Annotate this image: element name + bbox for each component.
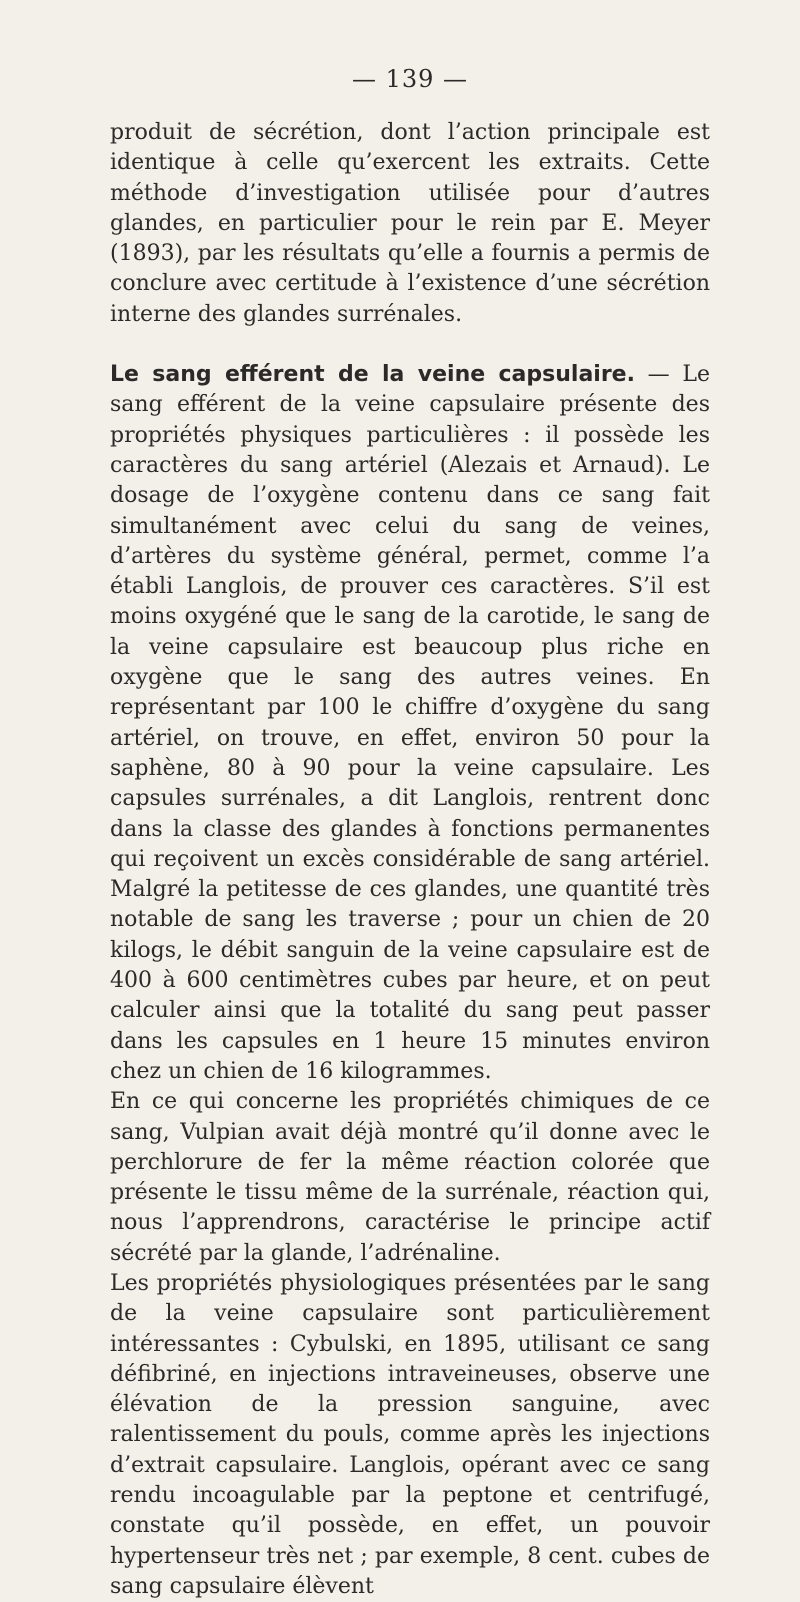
- page-number: — 139 —: [351, 65, 469, 93]
- section-heading: Le sang efférent de la veine capsulaire.: [110, 362, 635, 388]
- paragraph-1: produit de sécrétion, dont l’action principale est identique à celle qu’exercent les extraits. Cette méthode d’investigation utilisée pour d’autres glandes, en particulier pour le rein par E. Meyer (1893), par les résultats qu’elle a fournis a permis de conclure avec certitude à l’existence d’une sécrétion interne des glandes surrénales.: [110, 120, 710, 327]
- paragraph-4: Les propriétés physiologiques présentées par le sang de la veine capsulaire sont particulièrement intéressantes : Cybulski, en 1895, utilisant ce sang défibriné, en injections intraveineuses, observe une élévation de la pression sanguine, avec ralentissement du pouls, comme après les injections d’extrait capsulaire. Langlois, opérant avec ce sang rendu incoagulable par la peptone et centrifugé, constate qu’il possède, en effet, un pouvoir hypertenseur très net ; par exemple, 8 cent. cubes de sang capsulaire élèvent: [110, 1270, 710, 1599]
- paragraph-3: En ce qui concerne les propriétés chimiques de ce sang, Vulpian avait déjà montré qu’il donne avec le perchlorure de fer la même réaction colorée que présente le tissu même de la surrénale, réaction qui, nous l’apprendrons, caractérise le principe actif sécrété par la glande, l’adrénaline.: [110, 1089, 710, 1266]
- paragraph-2: [110, 360, 710, 1087]
- paragraph-2-text: — Le sang efférent de la veine capsulaire présente des propriétés physiques particulières : il possède les caractères du sang artériel (Alezais et Arnaud). Le dosage de l’oxygène contenu dans ce sang fait simultanément avec celui du sang de veines, d’artères du système général, permet, comme l’a établi Langlois, de prouver ces caractères. S’il est moins oxygéné que le sang de la carotide, le sang de la veine capsulaire est beaucoup plus riche en oxygène que le sang des autres veines. En représentant par 100 le chiffre d’oxygène du sang artériel, on trouve, en effet, environ 50 pour la saphène, 80 à 90 pour la veine capsulaire. Les capsules surrénales, a dit Langlois, rentrent donc dans la classe des glandes à fonctions permanentes qui reçoivent un excès considérable de sang artériel. Malgré la petitesse de ces glandes, une quantité très notable de sang les traverse ; pour un chien de 20 kilogs, le débit sanguin de la veine capsulaire est de 400 à 600 centimètres cubes par heure, et on peut calculer ainsi que la totalité du sang peut passer dans les capsules en 1 heure 15 minutes environ chez un chien de 16 kilogrammes.: [110, 362, 710, 1084]
- body-text: [110, 118, 710, 1602]
